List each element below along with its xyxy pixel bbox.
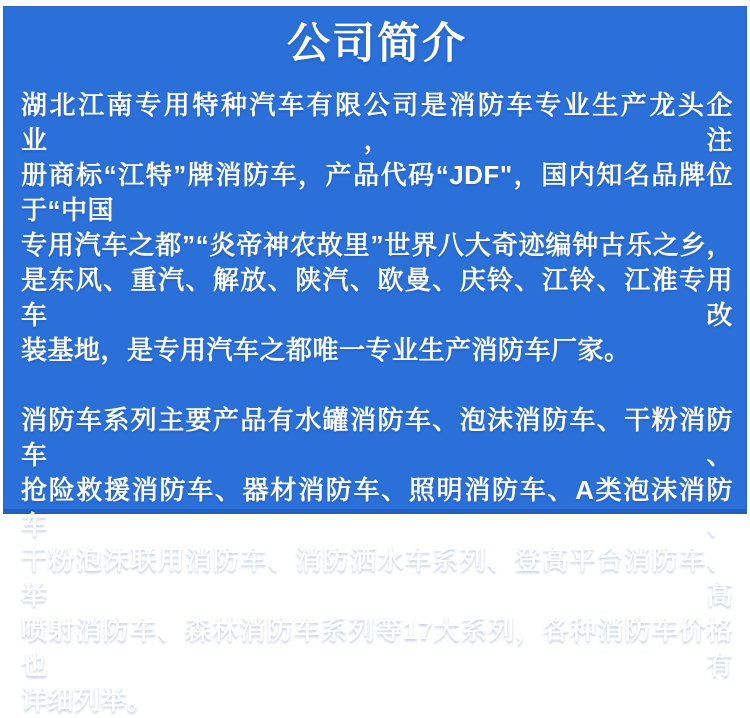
paragraph-line: 干粉泡沫联用消防车、消防洒水车系列、登高平台消防车、举高 — [21, 543, 733, 613]
paragraph-line: 册商标“江特”牌消防车，产品代码“JDF"，国内知名品牌位 — [21, 158, 733, 193]
paragraph-line: 装基地，是专用汽车之都唯一专业生产消防车厂家。 — [21, 333, 733, 368]
paragraph-line: 是东风、重汽、解放、陕汽、欧曼、庆铃、江铃、江淮专用车改 — [21, 263, 733, 333]
page-title: 公司简介 — [21, 21, 733, 68]
intro-paragraph — [21, 88, 733, 368]
paragraph-line: 抢险救援消防车、器材消防车、照明消防车、A类泡沫消防车、 — [21, 473, 733, 543]
paragraph-line: 湖北江南专用特种汽车有限公司是消防车专业生产龙头企业，注 — [21, 88, 733, 158]
paragraph-line: 专用汽车之都”“炎帝神农故里”世界八大奇迹编钟古乐之乡， — [21, 228, 733, 263]
paragraph-line: 于“中国 — [21, 193, 733, 228]
paragraph-line: 喷射消防车、森林消防车系列等17大系列，各种消防车价格也有 — [21, 613, 733, 683]
product-series-paragraph — [21, 403, 733, 718]
company-intro-panel — [3, 6, 747, 514]
paragraph-line: 详细列举。 — [21, 683, 733, 718]
paragraph-line: 消防车系列主要产品有水罐消防车、泡沫消防车、干粉消防车、 — [21, 403, 733, 473]
